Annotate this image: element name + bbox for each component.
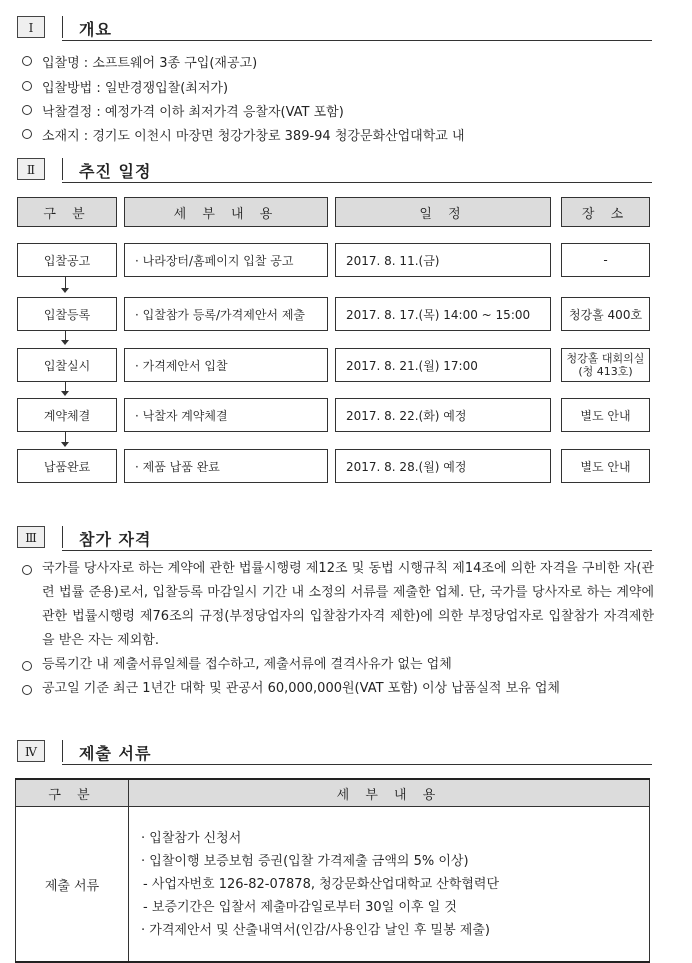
schedule-detail: · 제품 납품 완료 <box>124 449 328 483</box>
circle-bullet-icon <box>22 81 32 91</box>
schedule-header-stage: 구 분 <box>17 197 117 227</box>
schedule-place: 별도 안내 <box>561 449 650 483</box>
schedule-date: 2017. 8. 22.(화) 예정 <box>335 398 551 432</box>
section-4-number: Ⅳ <box>17 740 45 762</box>
qualification-item: 등록기간 내 제출서류일체를 접수하고, 제출서류에 결격사유가 없는 업체 <box>42 657 452 672</box>
overview-item: 입찰방법 : 일반경쟁입찰(최저가) <box>42 81 229 96</box>
schedule-stage: 납품완료 <box>17 449 117 483</box>
schedule-header-date: 일 정 <box>335 197 551 227</box>
section-2-title: 추진 일정 <box>79 162 152 181</box>
document-line: · 가격제안서 및 산출내역서(인감/사용인감 날인 후 밀봉 제출) <box>141 922 490 938</box>
schedule-place: 별도 안내 <box>561 398 650 432</box>
section-4-divider <box>62 740 63 762</box>
schedule-place: - <box>561 243 650 277</box>
section-1-rule <box>62 40 652 41</box>
schedule-place <box>561 348 650 382</box>
documents-header-detail: 세 부 내 용 <box>129 779 650 807</box>
section-2-divider <box>62 158 63 180</box>
arrow-down-icon <box>61 391 69 396</box>
schedule-place-line: (청 413호) <box>578 365 633 378</box>
documents-detail <box>129 807 650 963</box>
schedule-detail: · 낙찰자 계약체결 <box>124 398 328 432</box>
arrow-down-icon <box>61 442 69 447</box>
schedule-place-line: 청강홀 대회의실 <box>566 352 645 365</box>
overview-item: 소재지 : 경기도 이천시 마장면 청강가창로 389-94 청강문화산업대학교 내 <box>42 129 465 144</box>
overview-item: 낙찰결정 : 예정가격 이하 최저가격 응찰자(VAT 포함) <box>42 105 344 120</box>
documents-header-category: 구 분 <box>16 779 129 807</box>
section-1-title: 개요 <box>79 20 112 39</box>
schedule-detail: · 가격제안서 입찰 <box>124 348 328 382</box>
schedule-header-detail: 세 부 내 용 <box>124 197 328 227</box>
schedule-header-place: 장 소 <box>561 197 650 227</box>
arrow-down-icon <box>61 340 69 345</box>
section-3-number: Ⅲ <box>17 526 45 548</box>
documents-category: 제출 서류 <box>16 807 129 963</box>
schedule-date: 2017. 8. 11.(금) <box>335 243 551 277</box>
section-3-rule <box>62 550 652 551</box>
overview-item: 입찰명 : 소프트웨어 3종 구입(재공고) <box>42 56 258 71</box>
schedule-stage: 계약체결 <box>17 398 117 432</box>
documents-table <box>15 778 650 963</box>
documents-body-row <box>16 807 650 963</box>
circle-bullet-icon <box>22 565 32 575</box>
qualification-item: 공고일 기준 최근 1년간 대학 및 관공서 60,000,000원(VAT 포함) 이상 납품실적 보유 업체 <box>42 681 560 696</box>
arrow-down-icon <box>61 288 69 293</box>
circle-bullet-icon <box>22 105 32 115</box>
section-4-title: 제출 서류 <box>79 744 152 763</box>
circle-bullet-icon <box>22 56 32 66</box>
section-1-divider <box>62 16 63 38</box>
schedule-place: 청강홀 400호 <box>561 297 650 331</box>
schedule-detail: · 나라장터/홈페이지 입찰 공고 <box>124 243 328 277</box>
qualification-item: 국가를 당사자로 하는 계약에 관한 법률시행령 제12조 및 동법 시행규칙 제14조에 의한 자격을 구비한 자(관련 법률 준용)로서, 입찰등록 마감일시 기간 내 소정의 서류를 제출한 업체. 단, 국가를 당사자로 하는 계약에 관한 법률시행령 제76조의 규정(부정당업자의 입찰참가자격 제한)에 의한 부정당업자로 입찰참가 자격제한을 받은 자는 제외함. <box>42 561 654 648</box>
schedule-stage: 입찰공고 <box>17 243 117 277</box>
circle-bullet-icon <box>22 661 32 671</box>
circle-bullet-icon <box>22 129 32 139</box>
section-2-rule <box>62 182 652 183</box>
schedule-stage: 입찰실시 <box>17 348 117 382</box>
document-line: · 입찰이행 보증보험 증권(입찰 가격제출 금액의 5% 이상) <box>141 853 469 869</box>
section-2-number: Ⅱ <box>17 158 45 180</box>
section-1-number: Ⅰ <box>17 16 45 38</box>
section-4-rule <box>62 764 652 765</box>
schedule-date: 2017. 8. 21.(월) 17:00 <box>335 348 551 382</box>
schedule-date: 2017. 8. 28.(월) 예정 <box>335 449 551 483</box>
schedule-detail: · 입찰참가 등록/가격제안서 제출 <box>124 297 328 331</box>
documents-header-row <box>16 779 650 807</box>
document-subline: - 보증기간은 입찰서 제출마감일로부터 30일 이후 일 것 <box>143 899 457 915</box>
section-3-title: 참가 자격 <box>79 530 152 549</box>
schedule-date: 2017. 8. 17.(목) 14:00 ~ 15:00 <box>335 297 551 331</box>
section-3-divider <box>62 526 63 548</box>
document-line: · 입찰참가 신청서 <box>141 830 242 846</box>
schedule-stage: 입찰등록 <box>17 297 117 331</box>
circle-bullet-icon <box>22 685 32 695</box>
document-subline: - 사업자번호 126-82-07878, 청강문화산업대학교 산학협력단 <box>143 876 500 892</box>
